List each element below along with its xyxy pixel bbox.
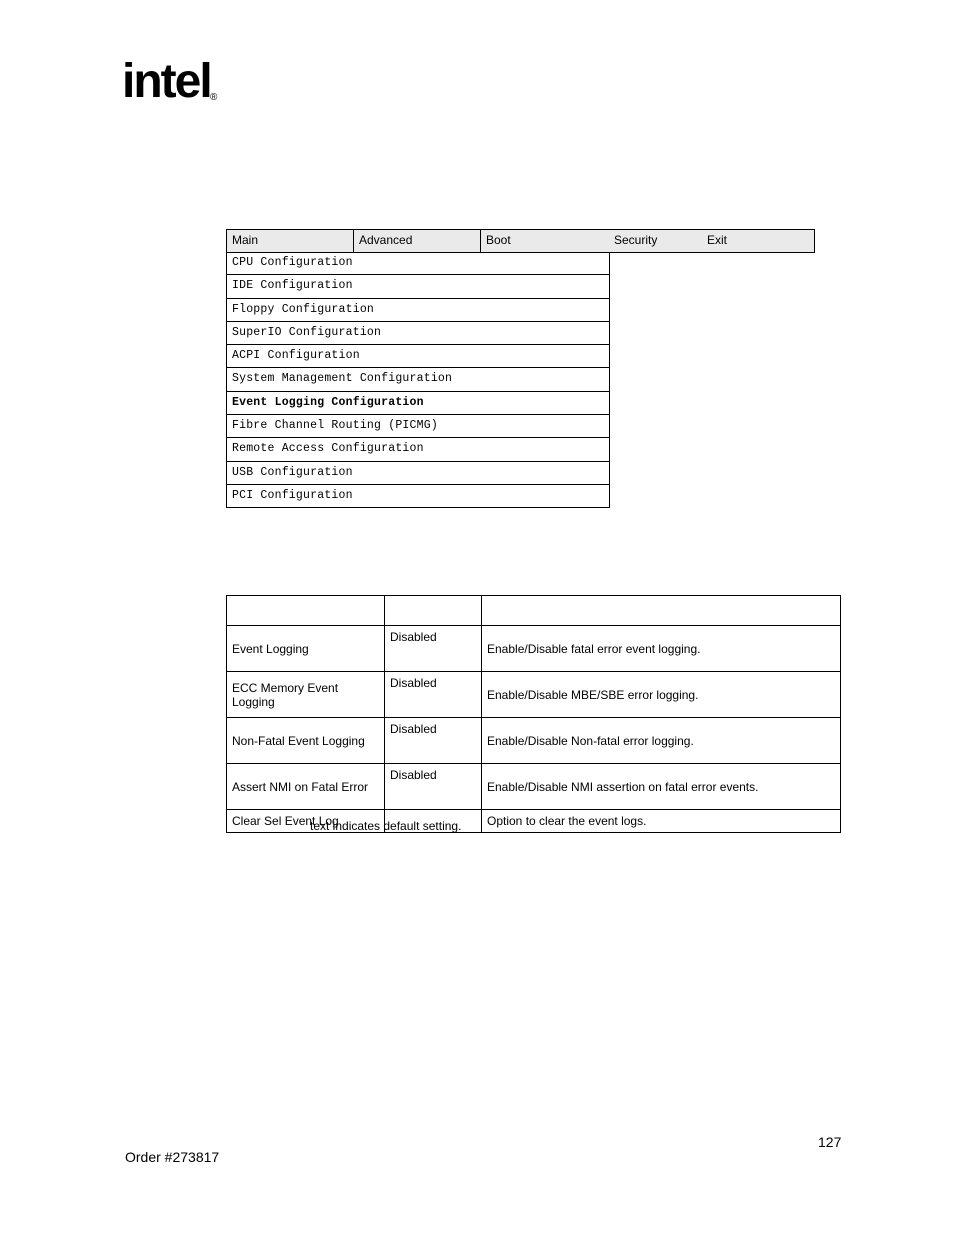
value-cell[interactable]: Disabled [385,626,482,672]
table-row [227,764,841,810]
value-cell[interactable]: Disabled [385,672,482,718]
table-row [227,672,841,718]
description-cell: Option to clear the event logs. [482,810,841,833]
header-option [385,596,482,626]
value-cell[interactable]: Disabled [385,764,482,810]
description-cell: Enable/Disable Non-fatal error logging. [482,718,841,764]
feature-cell: Event Logging [227,626,385,672]
event-logging-options-table [226,595,841,833]
submenu-item-floppy[interactable]: Floppy Configuration [227,298,609,321]
submenu-item-superio[interactable]: SuperIO Configuration [227,321,609,344]
description-cell: Enable/Disable MBE/SBE error logging. [482,672,841,718]
submenu-item-usb[interactable]: USB Configuration [227,461,609,484]
description-cell: Enable/Disable fatal error event logging. [482,626,841,672]
submenu-item-remote-access[interactable]: Remote Access Configuration [227,437,609,460]
tab-security[interactable]: Security [614,233,658,247]
submenu-item-acpi[interactable]: ACPI Configuration [227,344,609,367]
feature-cell: Clear Sel Event Log [227,810,385,833]
value-cell[interactable]: Disabled [385,718,482,764]
tab-boot[interactable]: Boot [486,233,511,247]
submenu-item-event-logging[interactable]: Event Logging Configuration [227,391,609,414]
feature-cell: ECC Memory Event Logging [227,672,385,718]
registered-mark: ® [210,92,218,103]
tab-main[interactable]: Main [227,230,354,252]
table-row [227,718,841,764]
logo-wordmark: intel [122,55,211,108]
default-setting-note: text indicates default setting. [310,819,462,833]
submenu-item-ide[interactable]: IDE Configuration [227,274,609,297]
tab-exit[interactable]: Exit [707,233,728,247]
header-description [482,596,841,626]
submenu-item-fibre-channel[interactable]: Fibre Channel Routing (PICMG) [227,414,609,437]
intel-logo [122,55,222,118]
table-header-row [227,596,841,626]
page-number: 127 [818,1134,842,1150]
header-feature [227,596,385,626]
submenu-item-pci[interactable]: PCI Configuration [227,484,609,507]
submenu-item-cpu[interactable]: CPU Configuration [232,256,353,269]
table-row [227,626,841,672]
tab-advanced[interactable]: Advanced [354,230,481,252]
submenu-item-system-management[interactable]: System Management Configuration [227,367,609,390]
feature-cell: Non-Fatal Event Logging [227,718,385,764]
feature-cell: Assert NMI on Fatal Error [227,764,385,810]
bios-menu-bar [226,229,815,253]
description-cell: Enable/Disable NMI assertion on fatal error events. [482,764,841,810]
advanced-submenu [226,252,610,508]
order-number: Order #273817 [125,1149,220,1165]
